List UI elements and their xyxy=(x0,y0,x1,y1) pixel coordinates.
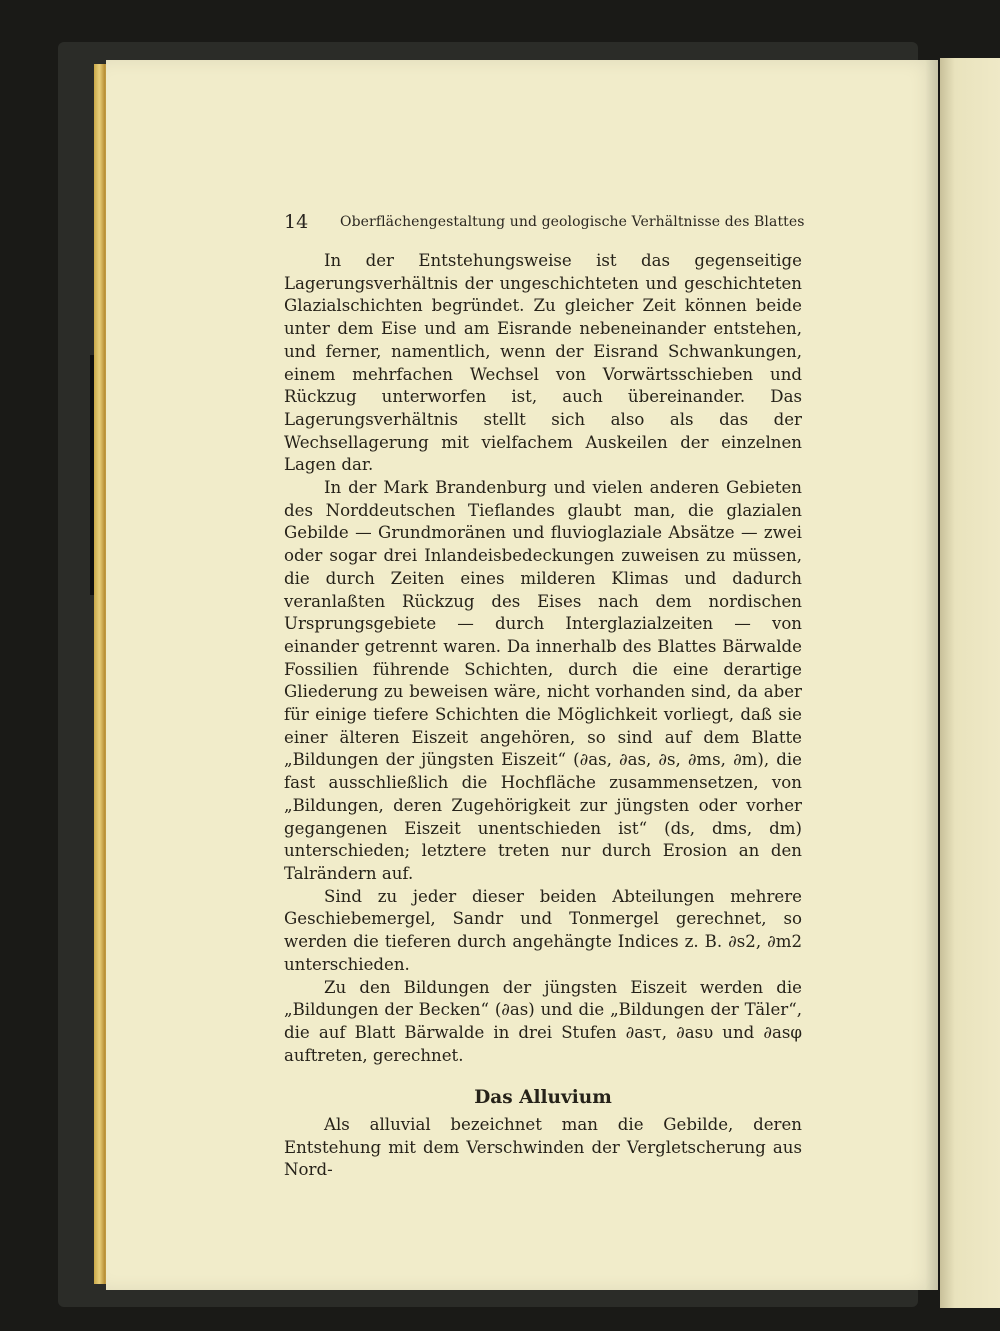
facing-page-edge xyxy=(940,58,1000,1308)
paragraph-3: Sind zu jeder dieser beiden Abteilungen mehrere Geschiebemergel, Sandr und Tonmergel gerechnet, so werden die tieferen durch angehängte Indices z. B. ∂s2, ∂m2 unterschieden. xyxy=(284,886,802,974)
running-title: Oberflächengestaltung und geologische Verhältnisse des Blattes xyxy=(340,214,805,230)
running-header xyxy=(284,211,804,237)
page-number: 14 xyxy=(284,211,309,233)
paragraph-5: Als alluvial bezeichnet man die Gebilde, deren Entstehung mit dem Verschwinden der Vergletscherung aus Nord- xyxy=(284,1115,802,1180)
section-heading: Das Alluvium xyxy=(474,1087,612,1109)
bookmark-ribbon xyxy=(90,355,94,595)
paragraph-4: Zu den Bildungen der jüngsten Eiszeit werden die „Bildungen der Becken“ (∂as) und die „Bildungen der Täler“, die auf Blatt Bärwalde in drei Stufen ∂asτ, ∂asυ und ∂asφ auftreten, gerechnet. xyxy=(284,977,802,1065)
paragraph-2: In der Mark Brandenburg und vielen anderen Gebieten des Norddeutschen Tieflandes glaubt man, die glazialen Gebilde — Grundmoränen und fluvioglaziale Absätze — zwei oder sogar drei Inlandeisbedeckungen zuweisen zu müssen, die durch Zeiten eines milderen Klimas und dadurch veranlaßten Rückzug des Eises nach dem nordischen Ursprungsgebiete — durch Interglazialzeiten — von einander getrennt waren. Da innerhalb des Blattes Bärwalde Fossilien führende Schichten, durch die eine derartige Gliederung zu beweisen wäre, nicht vorhanden sind, da aber für einige tiefere Schichten die Möglichkeit vorliegt, daß sie einer älteren Eiszeit angehören, so sind auf dem Blatte „Bildungen der jüngsten Eiszeit“ (∂as, ∂as, ∂s, ∂ms, ∂m), die fast ausschließlich die Hochfläche zusammensetzen, von „Bildungen, deren Zugehörigkeit zur jüngsten oder vorher gegangenen Eiszeit unentschieden ist“ (ds, dms, dm) unterschieden; letztere treten nur durch Erosion an den Talrändern auf. xyxy=(284,478,802,883)
page-body xyxy=(284,250,802,1182)
paragraph-1: In der Entstehungsweise ist das gegenseitige Lagerungsverhältnis der ungeschichteten und geschichteten Glazialschichten begründet. Zu gleicher Zeit können beide unter dem Eise und am Eisrande nebeneinander entstehen, und ferner, namentlich, wenn der Eisrand Schwankungen, einem mehrfachen Wechsel von Vorwärtsschieben und Rückzug unterworfen ist, auch übereinander. Das Lagerungsverhältnis stellt sich also als das der Wechsellagerung mit vielfachem Auskeilen der einzelnen Lagen dar. xyxy=(284,251,802,475)
